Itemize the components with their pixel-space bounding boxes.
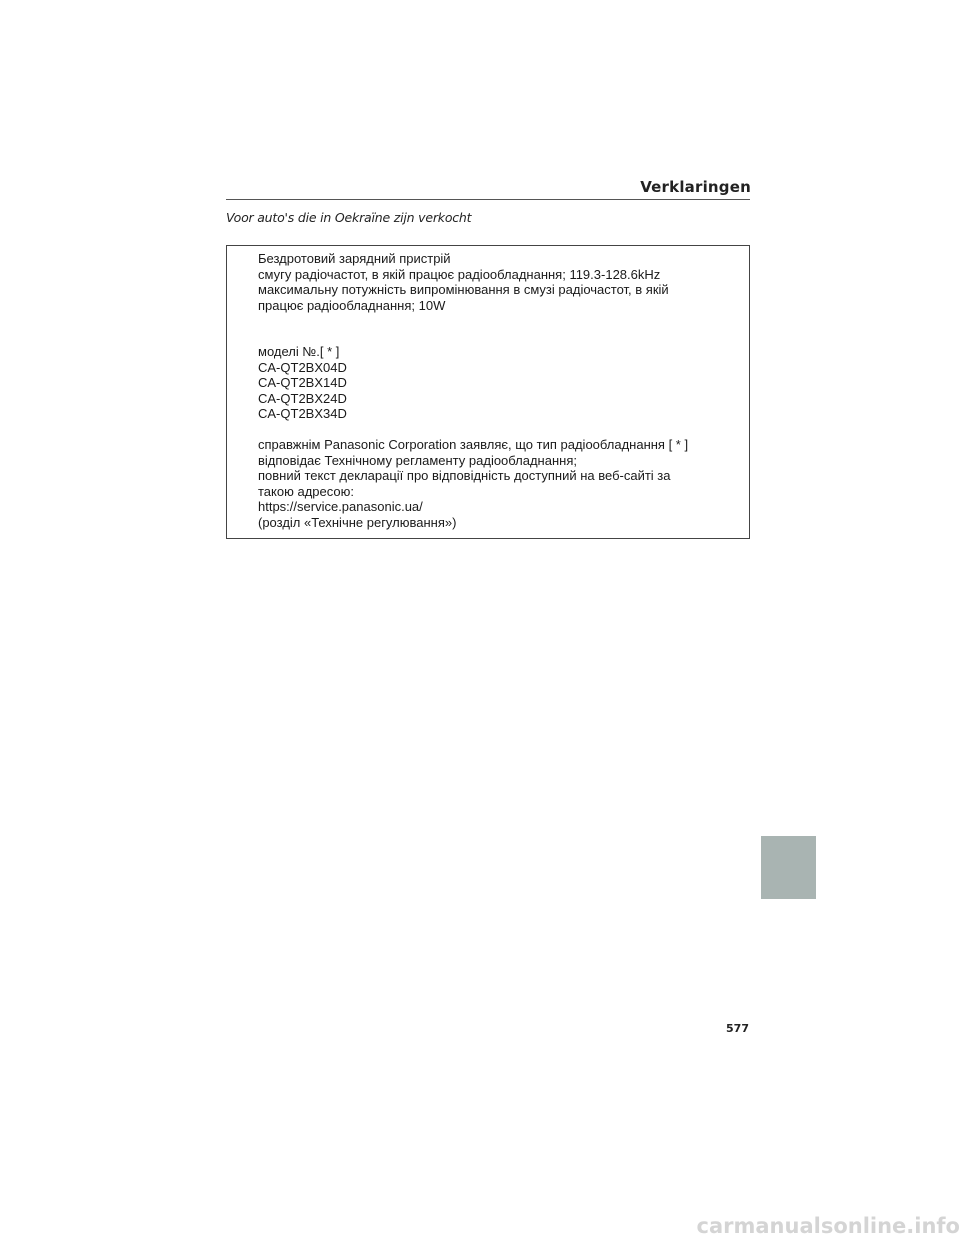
model-item: CA-QT2BX14D [258, 375, 347, 390]
device-name: Бездротовий зарядний пристрій [258, 251, 451, 266]
subtitle: Voor auto's die in Oekraïne zijn verkocht [226, 210, 472, 225]
statement-line-1: справжнім Panasonic Corporation заявляє, що тип радіообладнання [ * ] [258, 437, 689, 452]
declaration-box [226, 245, 750, 539]
spacer [258, 313, 738, 344]
statement-line-4: такою адресою: [258, 483, 354, 499]
model-item: CA-QT2BX04D [258, 359, 347, 375]
chapter-side-tab [761, 836, 816, 899]
model-item: CA-QT2BX24D [258, 390, 347, 406]
power-line-2: працює радіообладнання; 10W [258, 297, 446, 313]
frequency-line: смугу радіочастот, в якій працює радіообладнання; 119.3-128.6kHz [258, 266, 661, 282]
section-note: (розділ «Технічне регулювання») [258, 514, 457, 530]
model-item: CA-QT2BX34D [258, 406, 347, 421]
declaration-text [258, 251, 738, 530]
page-number: 577 [726, 1022, 749, 1035]
statement-line-3: повний текст декларації про відповідність доступний на веб-сайті за [258, 468, 671, 483]
header-rule [226, 199, 750, 200]
statement-line-2: відповідає Технічному регламенту радіообладнання; [258, 452, 577, 468]
spacer [258, 422, 738, 438]
power-line-1: максимальну потужність випромінювання в смузі радіочастот, в якій [258, 282, 669, 297]
models-heading: моделі №.[ * ] [258, 344, 340, 359]
watermark: carmanualsonline.info [696, 1214, 960, 1238]
section-title: Verklaringen [640, 178, 751, 196]
declaration-url: https://service.panasonic.ua/ [258, 499, 423, 514]
